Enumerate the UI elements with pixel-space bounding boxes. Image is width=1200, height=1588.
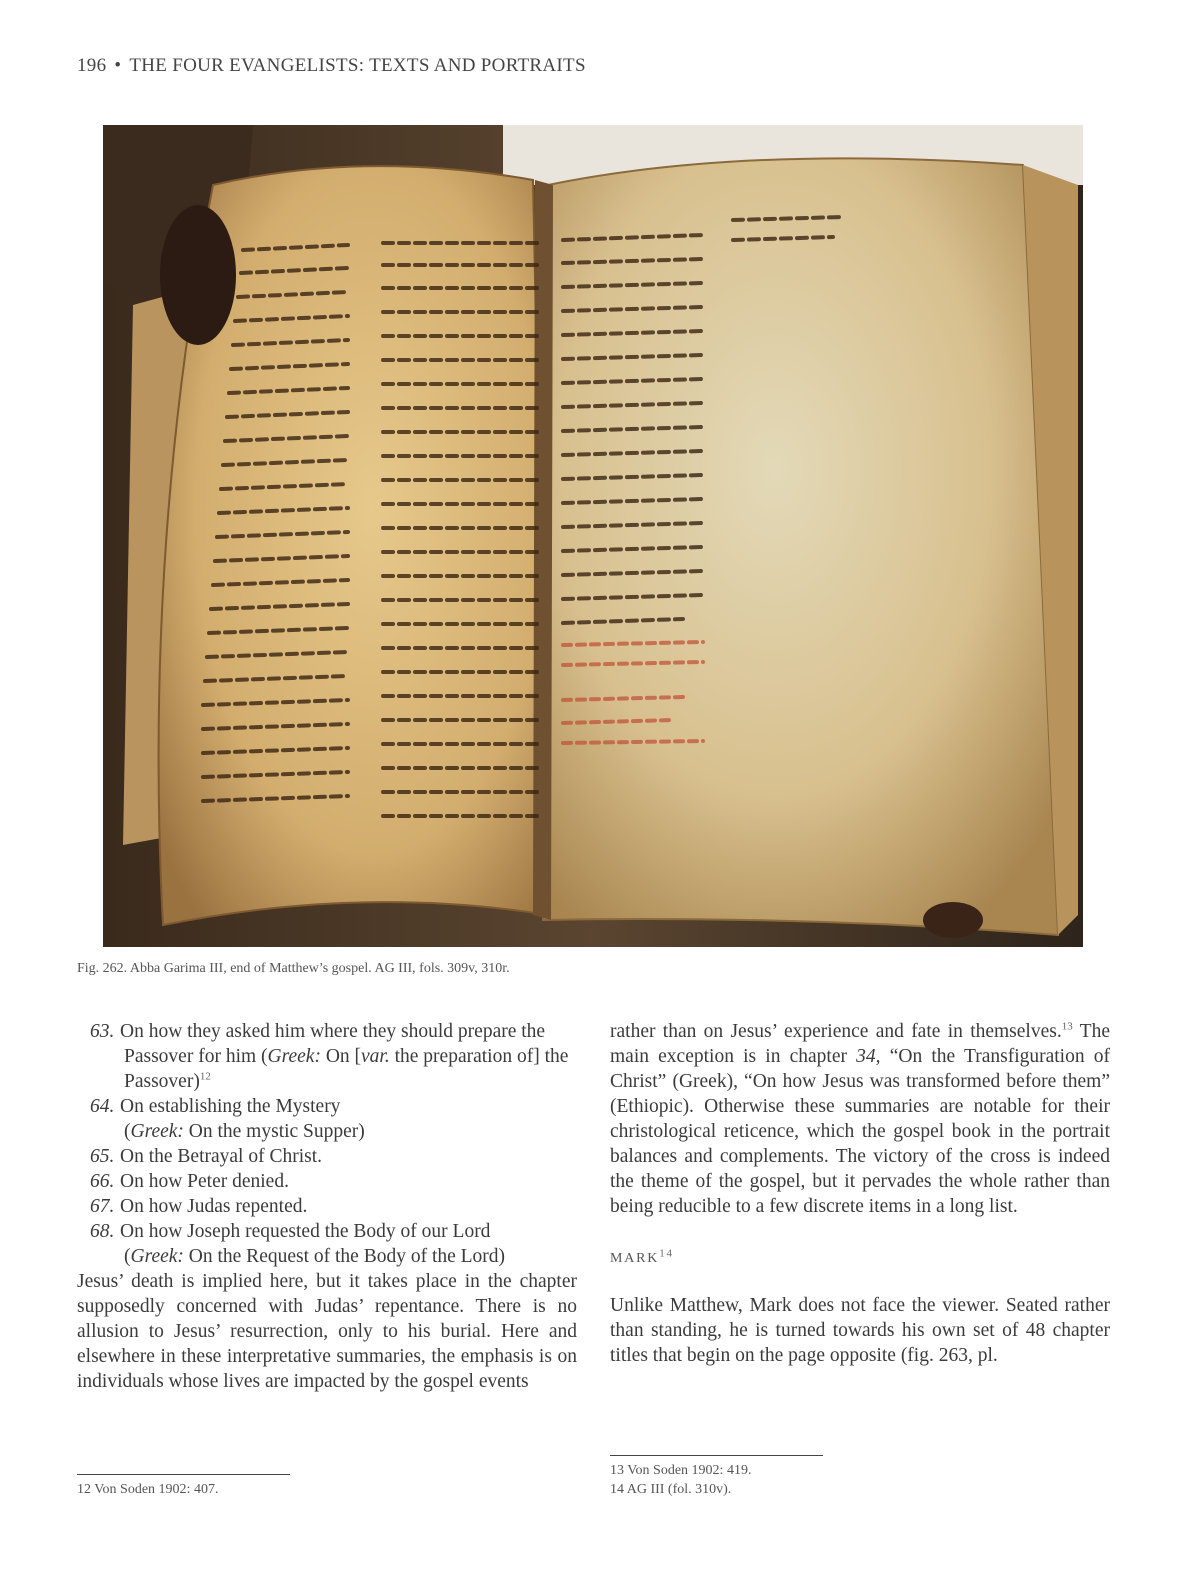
item-text: On how Joseph requested the Body of our Lord [120,1221,491,1242]
list-item [77,1219,577,1269]
item-number: 65. [90,1146,115,1167]
right-paragraph-2: Unlike Matthew, Mark does not face the viewer. Seated rather than standing, he is turned towards his own set of 48 chapter titles that begin on the page opposite (fig. 263, pl. [610,1295,1110,1366]
list-item [77,1019,577,1094]
footnotes-left [77,1480,218,1499]
list-item [77,1144,577,1169]
footnote-ref: 14 [659,1247,674,1260]
footnote: 14 AG III (fol. 310v). [610,1482,732,1497]
item-number: 64. [90,1096,115,1117]
item-number: 67. [90,1196,115,1217]
footnote-rule-right [610,1455,823,1456]
item-text: On how they asked him where they should prepare the Passover for him [120,1021,546,1067]
item-text: On the Betrayal of Christ. [120,1146,322,1167]
item-number: 68. [90,1221,115,1242]
chapter-list [77,1019,577,1269]
left-paragraph: Jesus’ death is implied here, but it takes place in the chapter supposedly concerned with Judas’ repentance. There is no allusion to Jesus’ resurrection, only to his burial. Here and elsewhere in these interpretative summaries, the emphasis is on individuals whose lives are impacted by the gospel events [77,1271,577,1392]
item-greek: (Greek: On the mystic Supper) [124,1121,365,1142]
item-greek: (Greek: On [var. the preparation of] the Passover) [124,1046,569,1092]
figure-caption: Fig. 262. Abba Garima III, end of Matthew’s gospel. AG III, fols. 309v, 310r. [77,961,510,976]
running-title: THE FOUR EVANGELISTS: TEXTS AND PORTRAITS [129,55,586,76]
right-paragraph-1: rather than on Jesus’ experience and fate in themselves.$^{13}$ The main exception is in chapter 34, “On the Transfiguration of Christ” (Greek), “On how Jesus was transformed before them” (Ethiopic). Otherwise these summaries are notable for their christological reticence, which the gospel book in the portrait balances and complements. The victory of the cross is indeed the theme of the gospel, but it pervades the whole rather than being reducible to a few discrete items in a long list. [610,1020,1111,1217]
manuscript-photo [103,125,1083,947]
footnote: 13 Von Soden 1902: 419. [610,1463,752,1478]
list-item [77,1194,577,1219]
footnote-rule-left [77,1474,290,1475]
footnote-ref: 12 [199,1070,211,1083]
list-item [77,1094,577,1144]
header-separator: • [114,55,122,76]
section-heading: MARK$^{14}$ [610,1247,674,1266]
page-number: 196 [77,55,107,76]
right-column [610,1019,1110,1368]
footnote: 12 Von Soden 1902: 407. [77,1482,219,1497]
manuscript-illustration [103,125,1083,947]
footnotes-right [610,1461,751,1499]
running-head [77,55,586,77]
item-greek: (Greek: On the Request of the Body of the Lord) [124,1246,506,1267]
item-text: On establishing the Mystery [120,1096,341,1117]
list-item [77,1169,577,1194]
item-text: On how Peter denied. [120,1171,289,1192]
item-text: On how Judas repented. [120,1196,308,1217]
item-number: 63. [90,1021,115,1042]
item-number: 66. [90,1171,115,1192]
left-column [77,1019,577,1394]
footnote-ref: 13 [1061,1020,1073,1033]
